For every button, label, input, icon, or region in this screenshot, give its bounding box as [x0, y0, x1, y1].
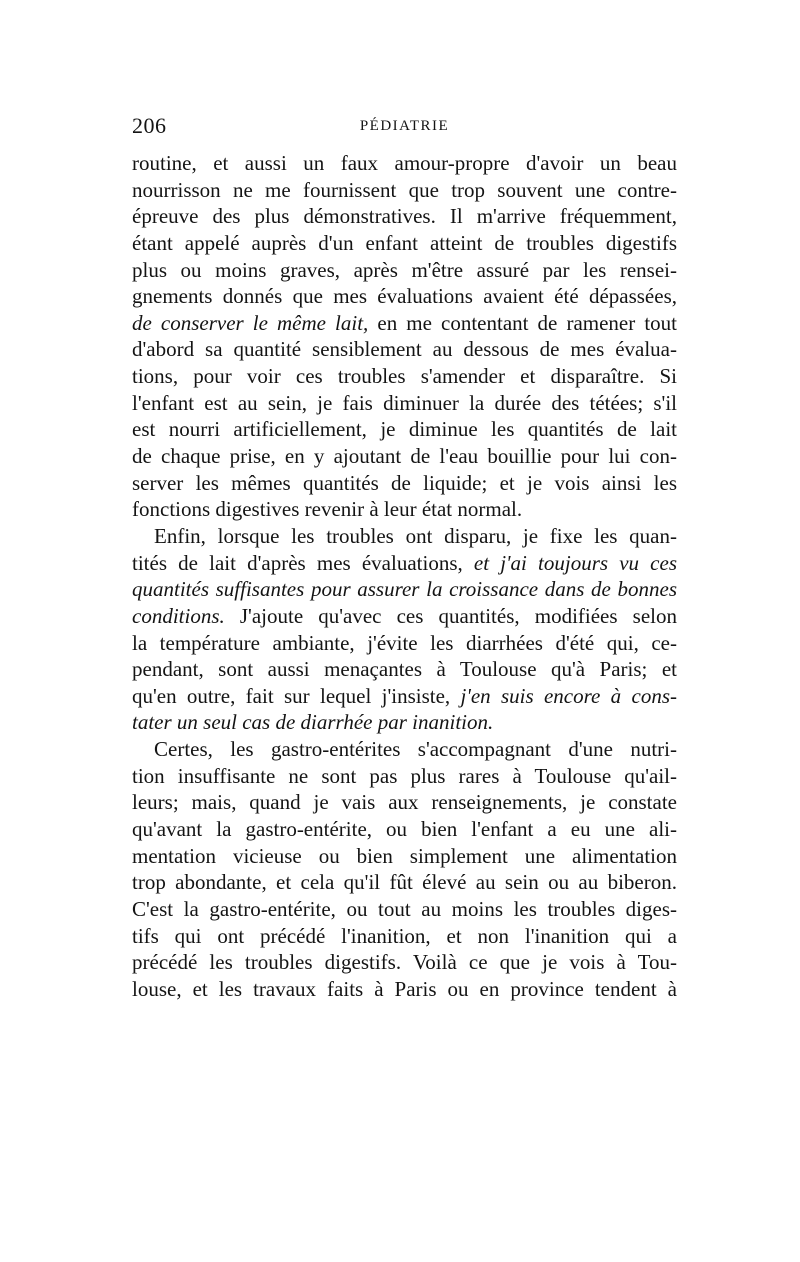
- text-line: [132, 896, 677, 923]
- text-segment: de chaque prise, en y ajoutant de l'eau bouillie pour lui con-: [132, 444, 677, 469]
- text-segment: qu'avant la gastro-entérite, ou bien l'enfant a eu une ali-: [132, 817, 677, 842]
- text-line: [132, 363, 677, 390]
- italic-text-segment: tater un seul cas de diarrhée par inanition.: [132, 710, 494, 735]
- italic-text-segment: et j'ai toujours vu ces: [473, 550, 677, 575]
- text-line: [132, 390, 677, 417]
- italic-text-segment: j'en suis encore à cons-: [460, 683, 677, 708]
- text-segment: plus ou moins graves, après m'être assuré par les rensei-: [132, 257, 677, 282]
- italic-text-segment: quantités suffisantes pour assurer la croissance dans de bonnes: [132, 577, 677, 602]
- text-segment: épreuve des plus démonstratives. Il m'arrive fréquemment,: [132, 204, 677, 229]
- text-segment: nourrisson ne me fournissent que trop souvent une contre-: [132, 177, 677, 202]
- text-segment: tités de lait d'après mes évaluations,: [132, 550, 474, 575]
- text-segment: routine, et aussi un faux amour-propre d'avoir un beau: [132, 151, 677, 175]
- text-segment: en me contentant de ramener tout: [368, 310, 677, 335]
- text-line: [132, 976, 677, 1003]
- italic-text-segment: conditions.: [132, 603, 225, 628]
- text-line: [132, 816, 677, 843]
- text-line: [132, 576, 677, 603]
- text-line: [132, 949, 677, 976]
- text-line: [132, 203, 677, 230]
- text-line: [132, 656, 677, 683]
- text-line: [132, 630, 677, 657]
- text-segment: précédé les troubles digestifs. Voilà ce que je vois à Tou-: [132, 950, 677, 975]
- body-text: [132, 150, 677, 1003]
- text-segment: d'abord sa quantité sensiblement au dessous de mes évalua-: [132, 337, 677, 362]
- text-line: [132, 683, 677, 710]
- text-line: [132, 336, 677, 363]
- text-line: [132, 496, 677, 523]
- text-segment: pendant, sont aussi menaçantes à Toulouse qu'à Paris; et: [132, 657, 677, 682]
- text-segment: fonctions digestives revenir à leur état normal.: [132, 497, 523, 522]
- text-segment: gnements donnés que mes évaluations avaient été dépassées,: [132, 284, 677, 309]
- text-segment: mentation vicieuse ou bien simplement une alimentation: [132, 843, 677, 868]
- text-line: [132, 789, 677, 816]
- text-segment: tion insuffisante ne sont pas plus rares à Toulouse qu'ail-: [132, 763, 677, 788]
- text-segment: Certes, les gastro-entérites s'accompagnant d'une nutri-: [154, 737, 677, 762]
- text-line: [132, 843, 677, 870]
- text-line: [132, 416, 677, 443]
- text-segment: J'ajoute qu'avec ces quantités, modifiées selon: [224, 603, 677, 628]
- text-segment: leurs; mais, quand je vais aux renseignements, je constate: [132, 790, 677, 815]
- text-line: [132, 150, 677, 177]
- text-line: [132, 257, 677, 284]
- text-line: [132, 443, 677, 470]
- text-line: [132, 310, 677, 337]
- text-segment: louse, et les travaux faits à Paris ou en province tendent à: [132, 976, 677, 1001]
- text-line: [132, 550, 677, 577]
- text-line: [132, 869, 677, 896]
- text-line: [132, 603, 677, 630]
- text-segment: server les mêmes quantités de liquide; et je vois ainsi les: [132, 470, 677, 495]
- text-segment: tions, pour voir ces troubles s'amender et disparaître. Si: [132, 364, 677, 389]
- text-segment: qu'en outre, fait sur lequel j'insiste,: [132, 683, 461, 708]
- text-line: [132, 763, 677, 790]
- page-header: [132, 113, 677, 143]
- text-line: [132, 283, 677, 310]
- text-line: [132, 736, 677, 763]
- text-segment: la température ambiante, j'évite les diarrhées d'été qui, ce-: [132, 630, 677, 655]
- text-segment: Enfin, lorsque les troubles ont disparu, je fixe les quan-: [154, 523, 677, 548]
- text-segment: tifs qui ont précédé l'inanition, et non l'inanition qui a: [132, 923, 677, 948]
- text-line: [132, 709, 677, 736]
- text-line: [132, 523, 677, 550]
- italic-text-segment: de conserver le même lait,: [132, 310, 369, 335]
- running-title: PÉDIATRIE: [359, 118, 450, 134]
- text-segment: C'est la gastro-entérite, ou tout au moins les troubles diges-: [132, 896, 677, 921]
- text-segment: l'enfant est au sein, je fais diminuer la durée des tétées; s'il: [132, 390, 677, 415]
- text-segment: étant appelé auprès d'un enfant atteint de troubles digestifs: [132, 230, 677, 255]
- text-line: [132, 177, 677, 204]
- page-number: 206: [132, 113, 167, 138]
- text-line: [132, 470, 677, 497]
- text-line: [132, 923, 677, 950]
- text-line: [132, 230, 677, 257]
- text-segment: est nourri artificiellement, je diminue les quantités de lait: [132, 417, 677, 442]
- text-segment: trop abondante, et cela qu'il fût élevé au sein ou au biberon.: [132, 870, 677, 895]
